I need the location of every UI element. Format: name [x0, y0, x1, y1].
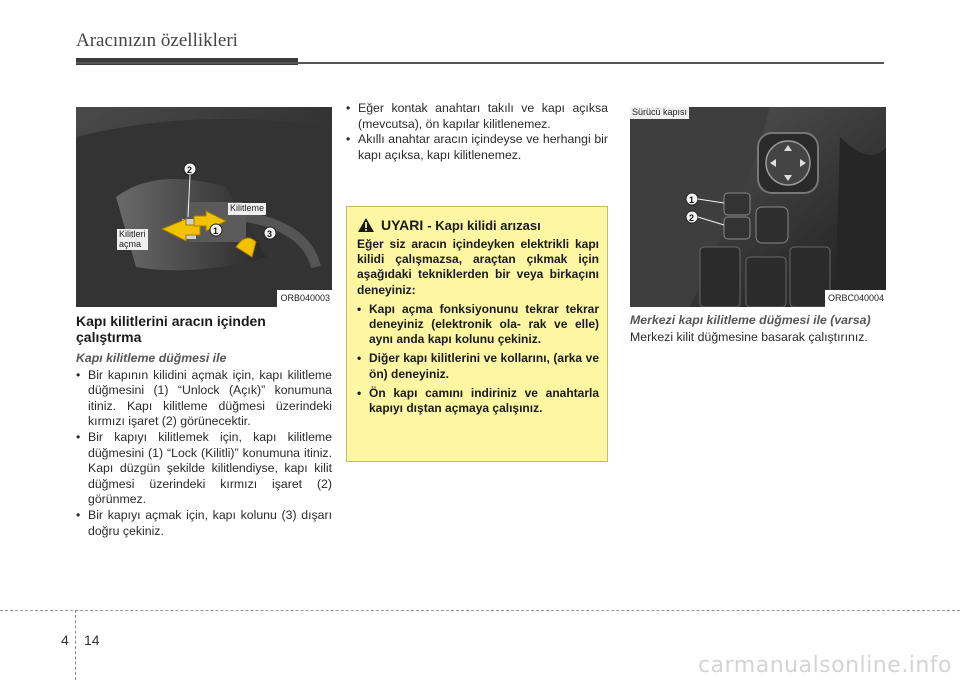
page-header-title: Aracınızın özellikleri — [76, 30, 238, 51]
list-item: • Ön kapı camını indiriniz ve anahtarla kapıyı dıştan açmaya çalışınız. — [357, 386, 599, 416]
warning-header — [357, 217, 599, 233]
footer-divider — [75, 610, 76, 680]
driver-door-photo — [630, 107, 886, 307]
list-item: • Akıllı anahtar aracın içindeyse ve herhangi bir kapı açıksa, kapı kilitlenemez. — [346, 132, 608, 163]
warning-list — [357, 302, 599, 416]
door-lock-photo — [76, 107, 332, 307]
notes-list — [346, 101, 608, 163]
section-number: 4 — [61, 632, 69, 648]
label-driver-door: Sürücü kapısı — [632, 107, 688, 117]
warning-triangle-icon — [357, 217, 375, 233]
mark-2: 2 — [689, 213, 695, 223]
column-right — [630, 107, 884, 345]
list-item: • Eğer kontak anahtarı takılı ve kapı açıksa (mevcutsa), ön kapılar kilitlenemez. — [346, 101, 608, 132]
photo-code: ORB040003 — [277, 290, 332, 307]
warning-title: - Kapı kilidi arızası — [427, 217, 541, 233]
lock-instructions-list — [76, 368, 332, 540]
warning-box — [346, 206, 608, 462]
label-lock: Kilitleme — [230, 203, 265, 213]
mark-1: 1 — [689, 195, 695, 205]
list-item: • Diğer kapı kilitlerini ve kollarını, (arka ve ön) deneyiniz. — [357, 351, 599, 381]
list-item: • Bir kapının kilidini açmak için, kapı kilitleme düğmesini (1) “Unlock (Açık)” konumuna itiniz. Kapı kilitleme düğmesi üzerindeki kırmızı işaret (2) görünecektir. — [76, 368, 332, 430]
column-middle — [346, 101, 608, 163]
list-item: • Kapı açma fonksiyonunu tekrar tekrar deneyiniz (elektronik ola- rak ve elle) aynı anda kapı kolunu çekiniz. — [357, 302, 599, 348]
mark-1: 1 — [213, 226, 219, 236]
label-unlock: Kilitleri açma — [119, 229, 146, 249]
header-rule — [76, 62, 884, 64]
mark-2: 2 — [187, 165, 193, 175]
section-title: Kapı kilitlerini aracın içinden çalıştırma — [76, 313, 266, 345]
subheading-central-lock: Merkezi kapı kilitleme düğmesi ile (varsa) — [630, 313, 871, 327]
central-lock-text: Merkezi kilit düğmesine basarak çalıştırınız. — [630, 329, 868, 344]
list-item: • Bir kapıyı açmak için, kapı kolunu (3) dışarı doğru çekiniz. — [76, 508, 332, 539]
warning-label: UYARI — [381, 217, 424, 233]
mark-3: 3 — [267, 229, 273, 239]
footer-rule — [0, 610, 960, 611]
list-item: • Bir kapıyı kilitlemek için, kapı kilitleme düğmesini (1) “Lock (Kilitli)” konumuna itiniz. Kapı düzgün şekilde kilitlendiyse, kapı kilit düğmesi üzerindeki kırmızı işaret (2) görünmez. — [76, 430, 332, 508]
driver-door-illustration — [630, 107, 886, 307]
warning-intro: Eğer siz aracın içindeyken elektrikli kapı kilidi çalışmazsa, araçtan çıkmak için aşağıdaki tekniklerden bir veya birkaçını deneyiniz: — [357, 237, 599, 297]
watermark: carmanualsonline.info — [698, 653, 952, 678]
photo-code: ORBC040004 — [825, 290, 886, 307]
column-left — [76, 107, 332, 539]
subheading-lock-button: Kapı kilitleme düğmesi ile — [76, 351, 227, 365]
door-lock-illustration — [76, 107, 332, 307]
page-number: 14 — [84, 632, 100, 648]
